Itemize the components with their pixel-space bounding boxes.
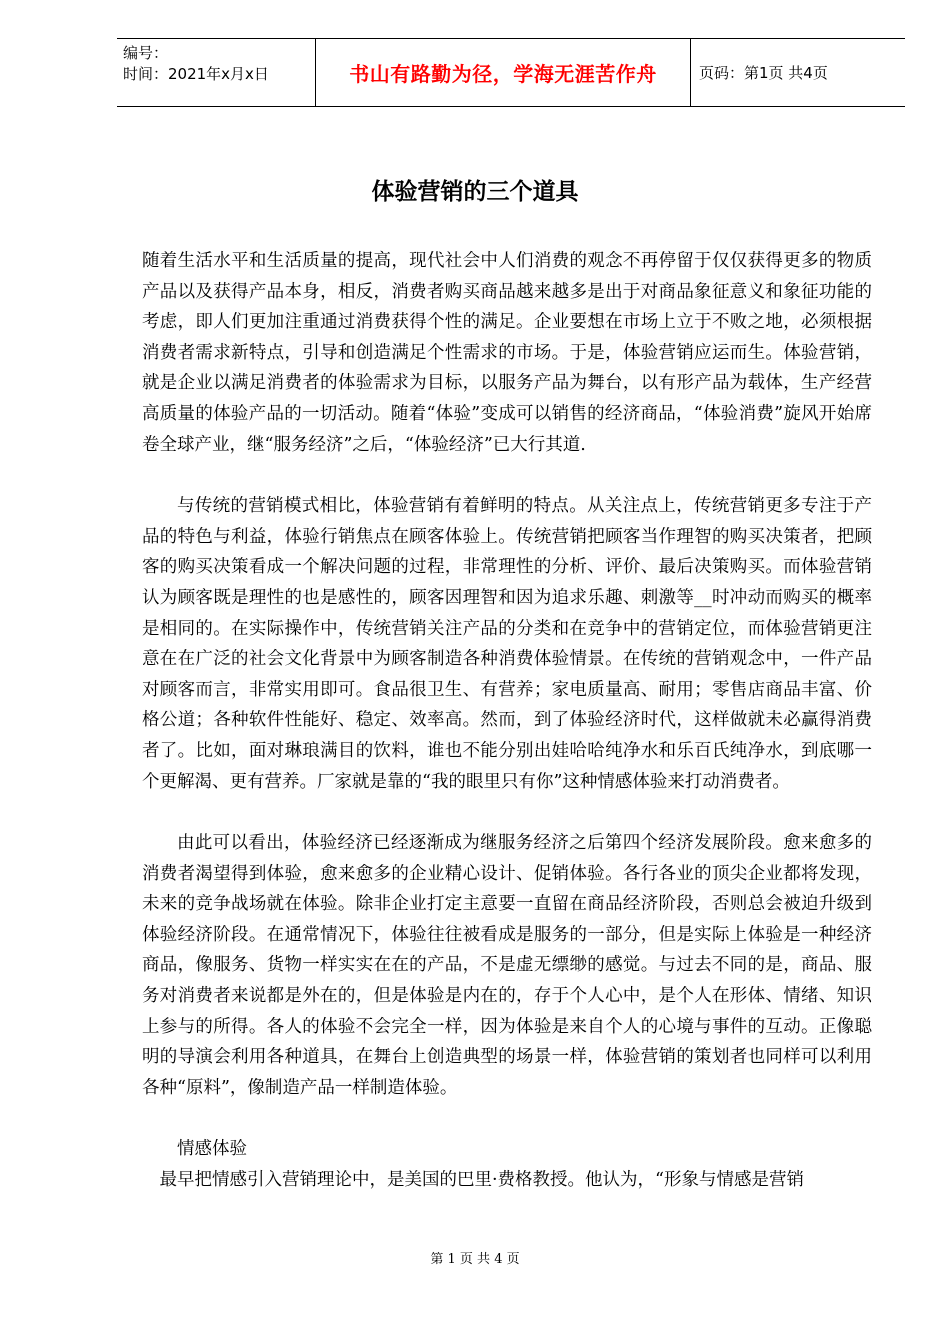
paragraph-2: 与传统的营销模式相比，体验营销有着鲜明的特点。从关注点上，传统营销更多专注于产品的特色与利益，体验行销焦点在顾客体验上。传统营销把顾客当作理智的购买决策者，把顾客的购买决策看成一个解决问题的过程，非常理性的分析、评价、最后决策购买。而体验营销认为顾客既是理性的也是感性的，顾客因理智和因为追求乐趣、刺激等__时冲动而购买的概率是相同的。在实际操作中，传统营销关注产品的分类和在竞争中的营销定位，而体验营销更注意在在广泛的社会文化背景中为顾客制造各种消费体验情景。在传统的营销观念中，一件产品对顾客而言，非常实用即可。食品很卫生、有营养；家电质量高、耐用；零售店商品丰富、价格公道；各种软件性能好、稳定、效率高。然而，到了体验经济时代，这样做就未必赢得消费者了。比如，面对琳琅满目的饮料，谁也不能分别出娃哈哈纯净水和乐百氏纯净水，到底哪一个更解渴、更有营养。厂家就是靠的“我的眼里只有你”这种情感体验来打动消费者。 [142,496,872,792]
header-meta [117,39,315,106]
page-header [117,38,905,107]
paragraph-3: 由此可以看出，体验经济已经逐渐成为继服务经济之后第四个经济发展阶段。愈来愈多的消费者渴望得到体验，愈来愈多的企业精心设计、促销体验。各行各业的顶尖企业都将发现，未来的竞争战场就在体验。除非企业打定主意要一直留在商品经济阶段，否则总会被迫升级到体验经济阶段。在通常情况下，体验往往被看成是服务的一部分，但是实际上体验是一种经济商品，像服务、货物一样实实在在的产品，不是虚无缥缈的感觉。与过去不同的是，商品、服务对消费者来说都是外在的，但是体验是内在的，存于个人心中，是个人在形体、情绪、知识上参与的所得。各人的体验不会完全一样，因为体验是来自个人的心境与事件的互动。正像聪明的导演会利用各种道具，在舞台上创造典型的场景一样，体验营销的策划者也同样可以利用各种“原料”，像制造产品一样制造体验。 [142,833,872,1098]
document-number-label: 编号： [123,44,169,62]
document-body [142,246,872,1196]
header-motto: 书山有路勤为径，学海无涯苦作舟 [315,39,691,106]
document-title: 体验营销的三个道具 [371,179,579,205]
paragraph-1: 随着生活水平和生活质量的提高，现代社会中人们消费的观念不再停留于仅仅获得更多的物质产品以及获得产品本身，相反，消费者购买商品越来越多是出于对商品象征意义和象征功能的考虑，即人们更加注重通过消费获得个性的满足。企业要想在市场上立于不败之地，必须根据消费者需求新特点，引导和创造满足个性需求的市场。于是，体验营销应运而生。体验营销，就是企业以满足消费者的体验需求为目标，以服务产品为舞台，以有形产品为载体，生产经营高质量的体验产品的一切活动。随着“体验”变成可以销售的经济商品，“体验消费”旋风开始席卷全球产业，继“服务经济”之后，“体验经济”已大行其道. [142,251,872,455]
paragraph-4: 最早把情感引入营销理论中，是美国的巴里·费格教授。他认为，“形象与情感是营销 [159,1170,805,1191]
document-time-label: 时间：2021年x月x日 [123,65,269,83]
page-footer: 第 1 页 共 4 页 [430,1252,520,1267]
section-heading: 情感体验 [177,1139,247,1160]
header-page-info: 页码：第1页 共4页 [699,64,828,82]
